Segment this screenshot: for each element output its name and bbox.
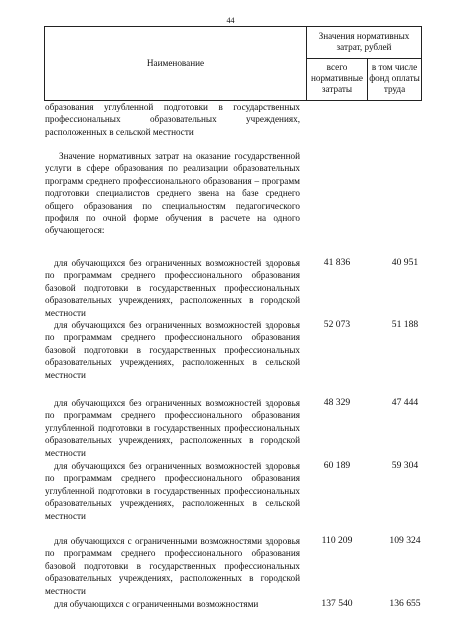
cell-total: 137 540 bbox=[321, 598, 353, 609]
cell-payroll: 59 304 bbox=[391, 460, 419, 471]
cell-payroll: 51 188 bbox=[391, 319, 419, 330]
cell-total: 60 189 bbox=[323, 460, 351, 471]
page-number: 44 bbox=[226, 16, 235, 25]
table-row-text: для обучающихся без ограниченных возможностей здоровья по программам среднего профессионального образования базовой подготовки в государственных профессиональных образовательных учреждениях, расположенных в городской местности bbox=[45, 258, 300, 318]
table-row-text: Значение нормативных затрат на оказание государственной услуги в сфере образования по реализации образовательных программ среднего профессионального образования – программ подготовки специалистов среднего звена на базе среднего общего образования по специальностям педагогического профиля по очной форме обучения в расчете на одного обучающегося: bbox=[45, 151, 300, 236]
cell-total: 110 209 bbox=[321, 535, 353, 546]
cell-payroll: 40 951 bbox=[391, 257, 419, 268]
header-name: Наименование bbox=[146, 58, 205, 68]
cell-payroll: 47 444 bbox=[391, 397, 419, 408]
header-values-group: Значения нормативных затрат, рублей bbox=[318, 31, 410, 53]
header-col-payroll: в том числе фонд оплаты труда bbox=[369, 62, 420, 95]
cell-payroll: 136 655 bbox=[389, 598, 421, 609]
cell-total: 52 073 bbox=[323, 319, 351, 330]
header-col-total: всего нормативные затраты bbox=[311, 62, 363, 95]
cell-total: 41 836 bbox=[323, 257, 351, 268]
table-row-text: для обучающихся без ограниченных возможностей здоровья по программам среднего профессионального образования базовой подготовки в государственных профессиональных образовательных учреждениях, расположенных в сельской местности bbox=[45, 320, 300, 380]
table-row-text: для обучающихся без ограниченных возможностей здоровья по программам среднего профессионального образования углубленной подготовки в государственных профессиональных образовательных учреждениях, расположенных в сельской местности bbox=[45, 461, 300, 521]
table-row-text: для обучающихся с ограниченными возможностями bbox=[54, 599, 259, 609]
table-row-text: образования углубленной подготовки в государственных профессиональных образовательных учреждениях, расположенных в сельской местности bbox=[45, 102, 300, 137]
cell-total: 48 329 bbox=[323, 397, 351, 408]
table-row-text: для обучающихся с ограниченными возможностями здоровья по программам среднего профессионального образования базовой подготовки в государственных профессиональных образовательных учреждениях, расположенных в городской местности bbox=[45, 536, 300, 596]
cell-payroll: 109 324 bbox=[389, 535, 421, 546]
table-row-text: для обучающихся без ограниченных возможностей здоровья по программам среднего профессионального образования углубленной подготовки в государственных профессиональных образовательных учреждениях, расположенных в городской местности bbox=[45, 398, 300, 458]
header-border-right bbox=[421, 26, 422, 101]
header-divider-group bbox=[306, 58, 422, 59]
header-border-top bbox=[44, 26, 422, 27]
